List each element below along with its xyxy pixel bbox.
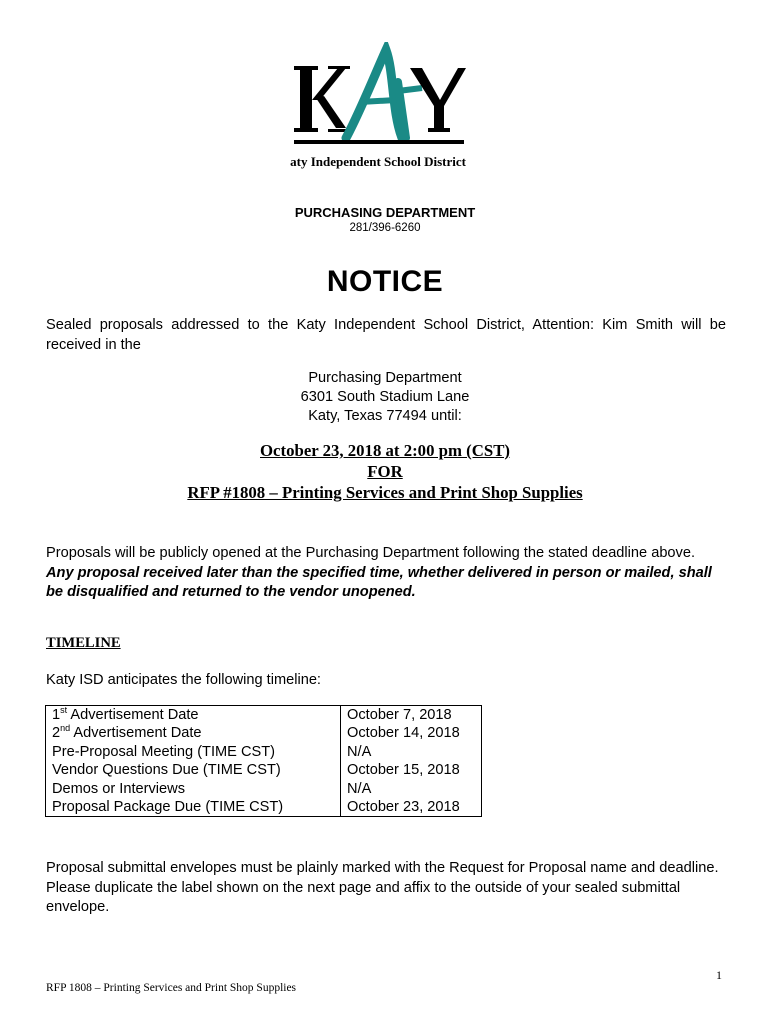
- event-prefix: 1: [52, 707, 61, 723]
- timeline-event: [46, 761, 341, 779]
- deadline-for: FOR: [367, 462, 403, 481]
- department-title: PURCHASING DEPARTMENT: [294, 205, 476, 220]
- timeline-date: October 7, 2018: [347, 707, 452, 723]
- timeline-event: [46, 743, 341, 761]
- timeline-heading: TIMELINE: [46, 635, 121, 651]
- event-label: Proposal Package Due (TIME CST): [52, 799, 284, 816]
- event-superscript: nd: [60, 723, 71, 734]
- event-label: Advertisement Date: [67, 707, 199, 723]
- page-footer: RFP 1808 – Printing Services and Print Shop Supplies: [46, 982, 297, 994]
- event-label: Demos or Interviews: [52, 780, 186, 797]
- timeline-intro: Katy ISD anticipates the following timeline:: [46, 672, 321, 688]
- department-phone: 281/396-6260: [349, 222, 421, 234]
- table-row: [46, 798, 482, 817]
- event-prefix: 2: [52, 725, 61, 742]
- timeline-date: October 14, 2018: [347, 725, 460, 742]
- district-name: Katy Independent School District: [290, 154, 466, 169]
- rfp-title: RFP #1808 – Printing Services and Print Shop Supplies: [187, 483, 583, 502]
- katy-logo-graphic: [290, 42, 470, 174]
- table-row: [46, 724, 482, 742]
- katy-isd-logo: [290, 42, 470, 174]
- timeline-event: [46, 724, 341, 742]
- opening-paragraph: [46, 544, 726, 603]
- intro-paragraph: Sealed proposals addressed to the Katy Independent School District, Attention: Kim Smith will be received in the: [46, 317, 726, 353]
- timeline-date: October 23, 2018: [347, 799, 460, 816]
- notice-title: NOTICE: [326, 265, 444, 298]
- timeline-date: October 15, 2018: [347, 762, 460, 779]
- address-line-3: Katy, Texas 77494 until:: [308, 408, 462, 424]
- event-label: Pre-Proposal Meeting (TIME CST): [52, 743, 276, 760]
- page-number: 1: [716, 968, 722, 982]
- deadline-date: October 23, 2018 at 2:00 pm (CST): [260, 441, 510, 460]
- address-line-2: 6301 South Stadium Lane: [300, 389, 470, 405]
- table-row: [46, 743, 482, 761]
- address-line-1: Purchasing Department: [308, 370, 462, 386]
- table-row: [46, 706, 482, 725]
- timeline-table: [45, 705, 482, 817]
- timeline-event: [46, 798, 341, 817]
- event-label: Advertisement Date: [70, 725, 202, 742]
- table-row: [46, 780, 482, 798]
- address-block: [0, 369, 770, 426]
- timeline-date: N/A: [347, 780, 372, 797]
- event-superscript: st: [60, 705, 68, 716]
- timeline-event: [46, 706, 341, 725]
- table-row: [46, 761, 482, 779]
- late-warning: Any proposal received later than the specified time, whether delivered in person or mailed, shall be disqualified and returned to the vendor unopened.: [46, 564, 712, 600]
- timeline-date: N/A: [347, 743, 372, 760]
- timeline-event: [46, 780, 341, 798]
- submittal-paragraph: Proposal submittal envelopes must be plainly marked with the Request for Proposal name and deadline. Please duplicate the label shown on the next page and affix to the outside of your sealed submittal envelope.: [46, 860, 719, 915]
- opening-text: Proposals will be publicly opened at the Purchasing Department following the stated deadline above.: [46, 545, 696, 561]
- event-label: Vendor Questions Due (TIME CST): [52, 762, 281, 779]
